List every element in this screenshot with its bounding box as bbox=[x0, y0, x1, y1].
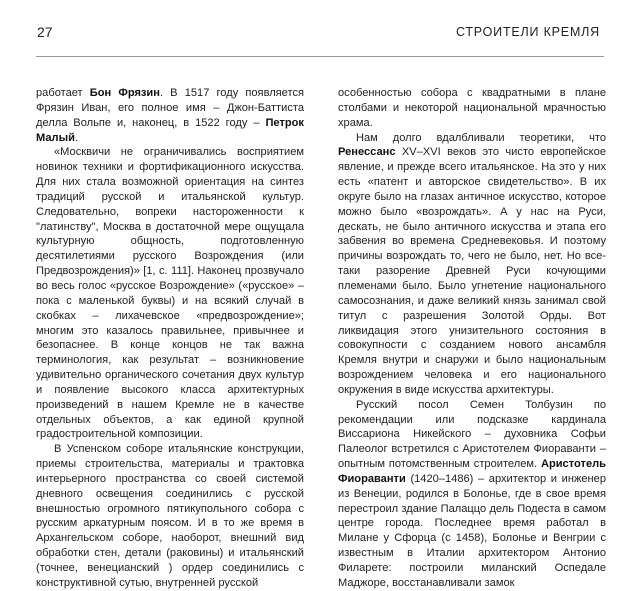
paragraph bbox=[36, 442, 304, 590]
bold-name: Аристотель Фиораванти bbox=[338, 458, 606, 485]
page-header bbox=[0, 24, 640, 44]
header-divider bbox=[36, 56, 604, 57]
text-run: XV–XVI веков это чисто европейское явление, и прежде всего итальянское. На это у них есть «патент и авторское свидетельство». В их округе было на глазах античное искусство, которое можно было «возрождать». А у нас на Руси, дескать, не было античного искусства и этапа его забвения во времена Средневековья. И поэтому причины возрождать то, чего не было, нет. Но все-таки разорение Древней Руси кочующими племенами было. Было угнетение национального самосознания, и даже великий князь занимал свой титул с разрешения Золотой Орды. Вот ликвидация этого унизительного состояния в совокупности с созданием нового ансамбля Кремля внутри и снаружи и было национальным возрождением человека и его национального окружения в виде искусства архитектуры. bbox=[338, 146, 606, 396]
text-run: В Успенском соборе итальянские конструкции, приемы строительства, материалы и трактовка интерьерного пространства со своей системой дневного освещения соединились с русской внешностью огромного пятикупольного собора с русским аркатурным поясом. И в то же время в Архангельском соборе, наоборот, внешний вид обработки стен, детали (раковины) и итальянский (точнее, венецианский ) ордер соединились с конструктивной сутью, внутренней русской bbox=[36, 443, 304, 589]
bold-name: Бон Фрязин bbox=[89, 87, 160, 99]
bold-name: Ренессанс bbox=[338, 146, 396, 159]
text-run: Русский посол Семен Толбузин по рекомендации или подсказке кардинала Виссариона Никейского – духовника Софьи Палеолог встретился с Аристотелем Фиораванти – опытным потомственным строителем. bbox=[338, 398, 606, 471]
text-run: работает bbox=[36, 87, 90, 99]
paragraph bbox=[338, 86, 606, 131]
running-title: СТРОИТЕЛИ КРЕМЛЯ bbox=[455, 25, 600, 39]
text-run: Нам долго вдалбливали теоретики, что bbox=[356, 131, 606, 144]
text-run: «Москвичи не ограничивались восприятием новинок техники и фортификационного искусства. Для них стала возможной ориентация на синтез традиций русской и итальянской культур. Следовательно, вопреки настороженности к "латинству", Москва в достаточной мере ощущала культурную общность, подготовленную десятилетиями русского Возрождения (или Предвозрождения)» [1, с. 111]. Наконец прозвучало во весь голос «русское Возрождение» («русское» – пока с маленькой буквы) и на всякий случай в скобках – лихачевское «предвозрождение»; многим это казалось правильнее, привычнее и безопаснее. В конце концов не так важна терминология, как результат – возникновение удивительно органического сочетания двух культур и появление высокого класса архитектурных произведений в нашем Кремле не в качестве отдельных объектов, а как единой крупной градостроительной композиции. bbox=[36, 146, 304, 441]
text-run: (1420–1486) – архитектор и инженер из Венеции, родился в Болонье, где в свое время перестроил здание Палаццо дель Подеста в самом центре города. Последнее время работал в Милане у Сфорца (с 1458), Болонье и Венгрии с известным в Италии архитектором Антонио Филарете: построили миланский Оспедале Маджоре, восстанавливали замок bbox=[338, 472, 606, 589]
page-number: 27 bbox=[37, 24, 53, 40]
left-text-column bbox=[36, 86, 304, 591]
text-run: особенностью собора с квадратными в плане столбами и некоторой национальной мрачностью храма. bbox=[338, 87, 606, 129]
paragraph bbox=[36, 86, 304, 145]
paragraph bbox=[338, 131, 606, 398]
text-run: . bbox=[74, 131, 78, 144]
right-text-column bbox=[338, 86, 606, 591]
text-run: . В 1517 году появляется Фрязин Иван, его полное имя – Джон-Баттиста делла Вольпе и, наконец, в 1522 году – bbox=[36, 87, 304, 129]
paragraph bbox=[338, 398, 606, 591]
paragraph bbox=[36, 145, 304, 442]
bold-name: Петрок Малый bbox=[36, 116, 304, 144]
